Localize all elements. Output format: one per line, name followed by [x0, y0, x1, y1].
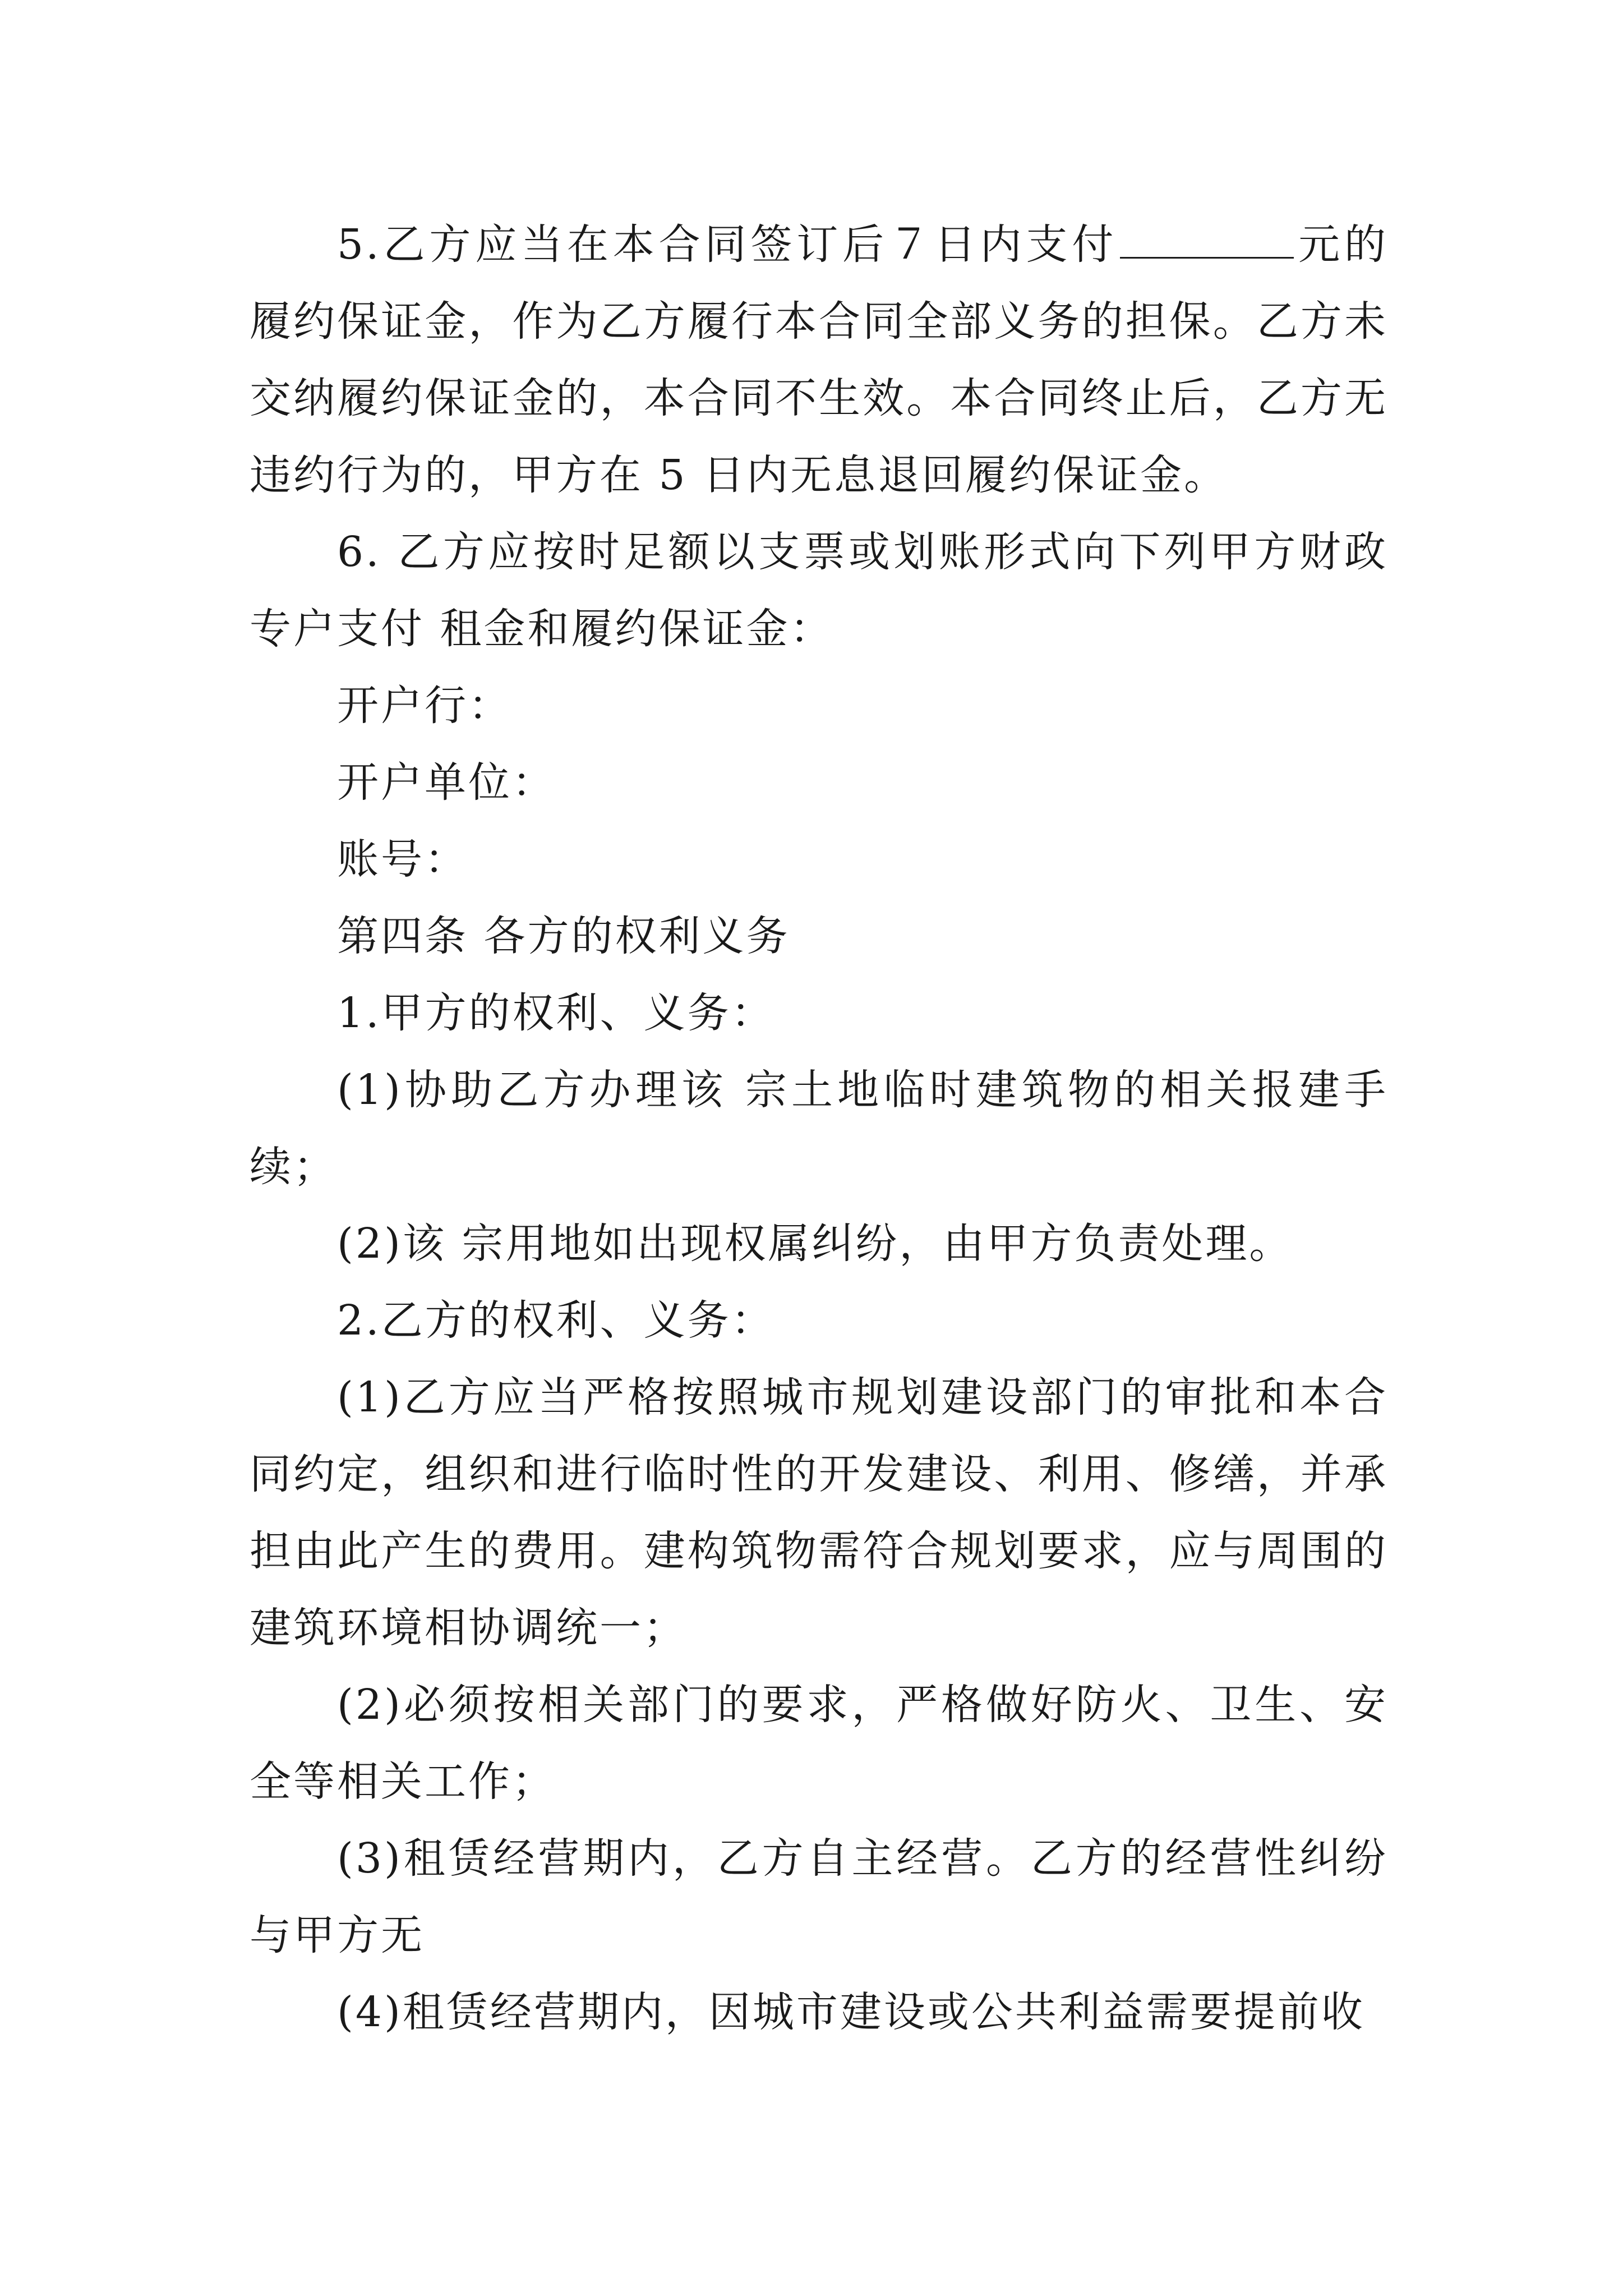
party-a-item-2: (2)该 宗用地如出现权属纠纷，由甲方负责处理。 [337, 1220, 1293, 1268]
party-a-item-1: (1)协助乙方办理该 宗土地临时建筑物的相关报建手续； [250, 1066, 1388, 1191]
bank-label: 开户行： [337, 682, 512, 730]
deposit-text-after: 元的履约保证金，作为乙方履行本合同全部义务的担保。乙方未交纳履约保证金的，本合同不生效。本合同终止后，乙方无违约行为的，甲方在 5 日内无息退回履约保证金。 [250, 220, 1389, 499]
amount-blank [1120, 223, 1294, 259]
contract-body [250, 206, 1388, 2051]
party-b-item-1: (1)乙方应当严格按照城市规划建设部门的审批和本合同约定，组织和进行临时性的开发建设、利用、修缮，并承担由此产生的费用。建构筑物需符合规划要求，应与周围的建筑环境相协调统一； [250, 1373, 1388, 1652]
paragraph-deposit-payment [250, 206, 1388, 514]
party-b-item-2: (2)必须按相关部门的要求，严格做好防火、卫生、安全等相关工作； [250, 1681, 1388, 1806]
deposit-text-before: 5.乙方应当在本合同签订后７日内支付 [337, 220, 1118, 269]
paragraph-payment-account: 6. 乙方应按时足额以支票或划账形式向下列甲方财政专户支付 租金和履约保证金： [250, 528, 1388, 653]
party-b-rights-heading: 2.乙方的权利、义务： [337, 1296, 775, 1345]
party-b-item-4: (4)租赁经营期内，因城市建设或公共利益需要提前收 [337, 1988, 1365, 2036]
party-a-rights-heading: 1.甲方的权利、义务： [337, 989, 775, 1037]
party-b-item-3: (3)租赁经营期内，乙方自主经营。乙方的经营性纠纷与甲方无 [250, 1834, 1388, 1959]
account-unit-label: 开户单位： [337, 758, 556, 807]
article-heading: 第四条 各方的权利义务 [337, 912, 790, 960]
account-number-label: 账号： [337, 835, 468, 884]
